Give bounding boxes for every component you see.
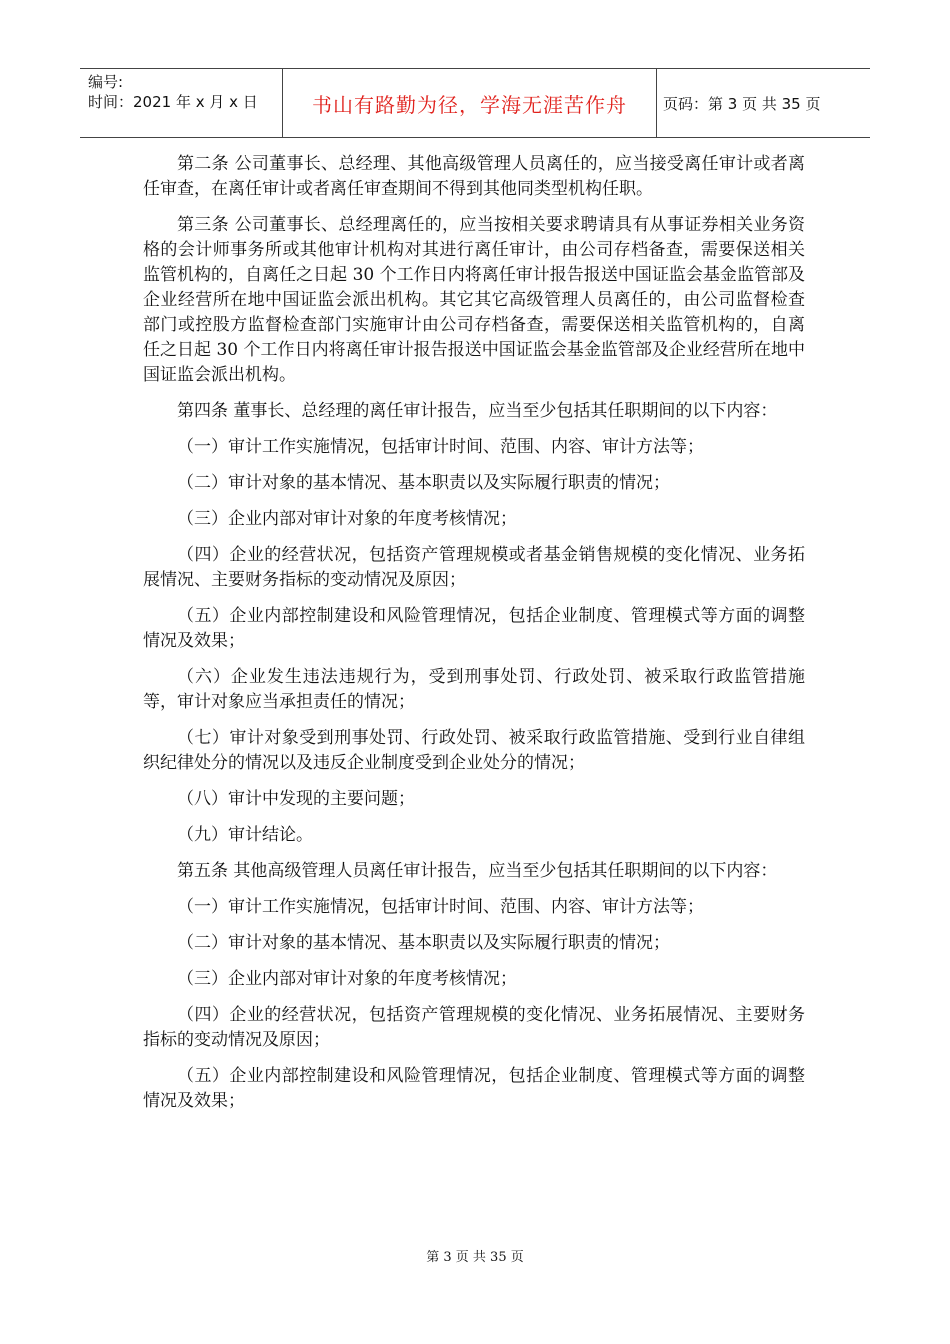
header-meta-cell (80, 69, 283, 137)
article-5-item-4: （四）企业的经营状况，包括资产管理规模的变化情况、业务拓展情况、主要财务指标的变动情况及原因； (143, 1005, 805, 1050)
article-4-item-4: （四）企业的经营状况，包括资产管理规模或者基金销售规模的变化情况、业务拓展情况、主要财务指标的变动情况及原因； (143, 545, 805, 590)
header-motto-cell (283, 69, 657, 137)
article-4-item-8: （八）审计中发现的主要问题； (177, 789, 415, 809)
article-4-item-3: （三）企业内部对审计对象的年度考核情况； (177, 509, 517, 529)
header-motto: 书山有路勤为径，学海无涯苦作舟 (312, 93, 627, 117)
article-4-paragraph: 第四条 董事长、总经理的离任审计报告，应当至少包括其任职期间的以下内容： (177, 401, 778, 421)
article-5-item-5: （五）企业内部控制建设和风险管理情况，包括企业制度、管理模式等方面的调整情况及效果； (143, 1066, 805, 1111)
article-4-item-5: （五）企业内部控制建设和风险管理情况，包括企业制度、管理模式等方面的调整情况及效果； (143, 606, 805, 651)
article-4-item-7: （七）审计对象受到刑事处罚、行政处罚、被采取行政监管措施、受到行业自律组织纪律处分的情况以及违反企业制度受到企业处分的情况； (143, 728, 805, 773)
document-code-label: 编号: (88, 73, 124, 91)
article-5-item-2: （二）审计对象的基本情况、基本职责以及实际履行职责的情况； (177, 933, 670, 953)
article-4-item-9: （九）审计结论。 (177, 825, 313, 845)
page-footer-number: 第 3 页 共 35 页 (426, 1250, 524, 1265)
document-body (143, 152, 805, 1125)
header-page-cell (657, 69, 870, 137)
article-5-item-3: （三）企业内部对审计对象的年度考核情况； (177, 969, 517, 989)
article-4-item-1: （一）审计工作实施情况，包括审计时间、范围、内容、审计方法等； (177, 437, 704, 457)
article-3-paragraph: 第三条 公司董事长、总经理离任的，应当按相关要求聘请具有从事证券相关业务资格的会计师事务所或其他审计机构对其进行离任审计，由公司存档备查，需要保送相关监管机构的，自离任之日起 30 个工作日内将离任审计报告报送中国证监会基金监管部及企业经营所在地中国证监会派出机构。其它其它高级管理人员离任的，由公司监督检查部门或控股方监督检查部门实施审计由公司存档备查，需要保送相关监管机构的，自离任之日起 30 个工作日内将离任审计报告报送中国证监会基金监管部及企业经营所在地中国证监会派出机构。 (143, 215, 805, 385)
article-4-item-2: （二）审计对象的基本情况、基本职责以及实际履行职责的情况； (177, 473, 670, 493)
header-page-info: 页码：第 3 页 共 35 页 (663, 95, 821, 113)
document-date-label: 时间：2021 年 x 月 x 日 (88, 93, 258, 111)
page-header (80, 68, 870, 138)
article-5-paragraph: 第五条 其他高级管理人员离任审计报告，应当至少包括其任职期间的以下内容： (177, 861, 778, 881)
article-4-item-6: （六）企业发生违法违规行为，受到刑事处罚、行政处罚、被采取行政监管措施等，审计对象应当承担责任的情况； (143, 667, 805, 712)
article-2-paragraph: 第二条 公司董事长、总经理、其他高级管理人员离任的，应当接受离任审计或者离任审查，在离任审计或者离任审查期间不得到其他同类型机构任职。 (143, 154, 805, 199)
article-5-item-1: （一）审计工作实施情况，包括审计时间、范围、内容、审计方法等； (177, 897, 704, 917)
